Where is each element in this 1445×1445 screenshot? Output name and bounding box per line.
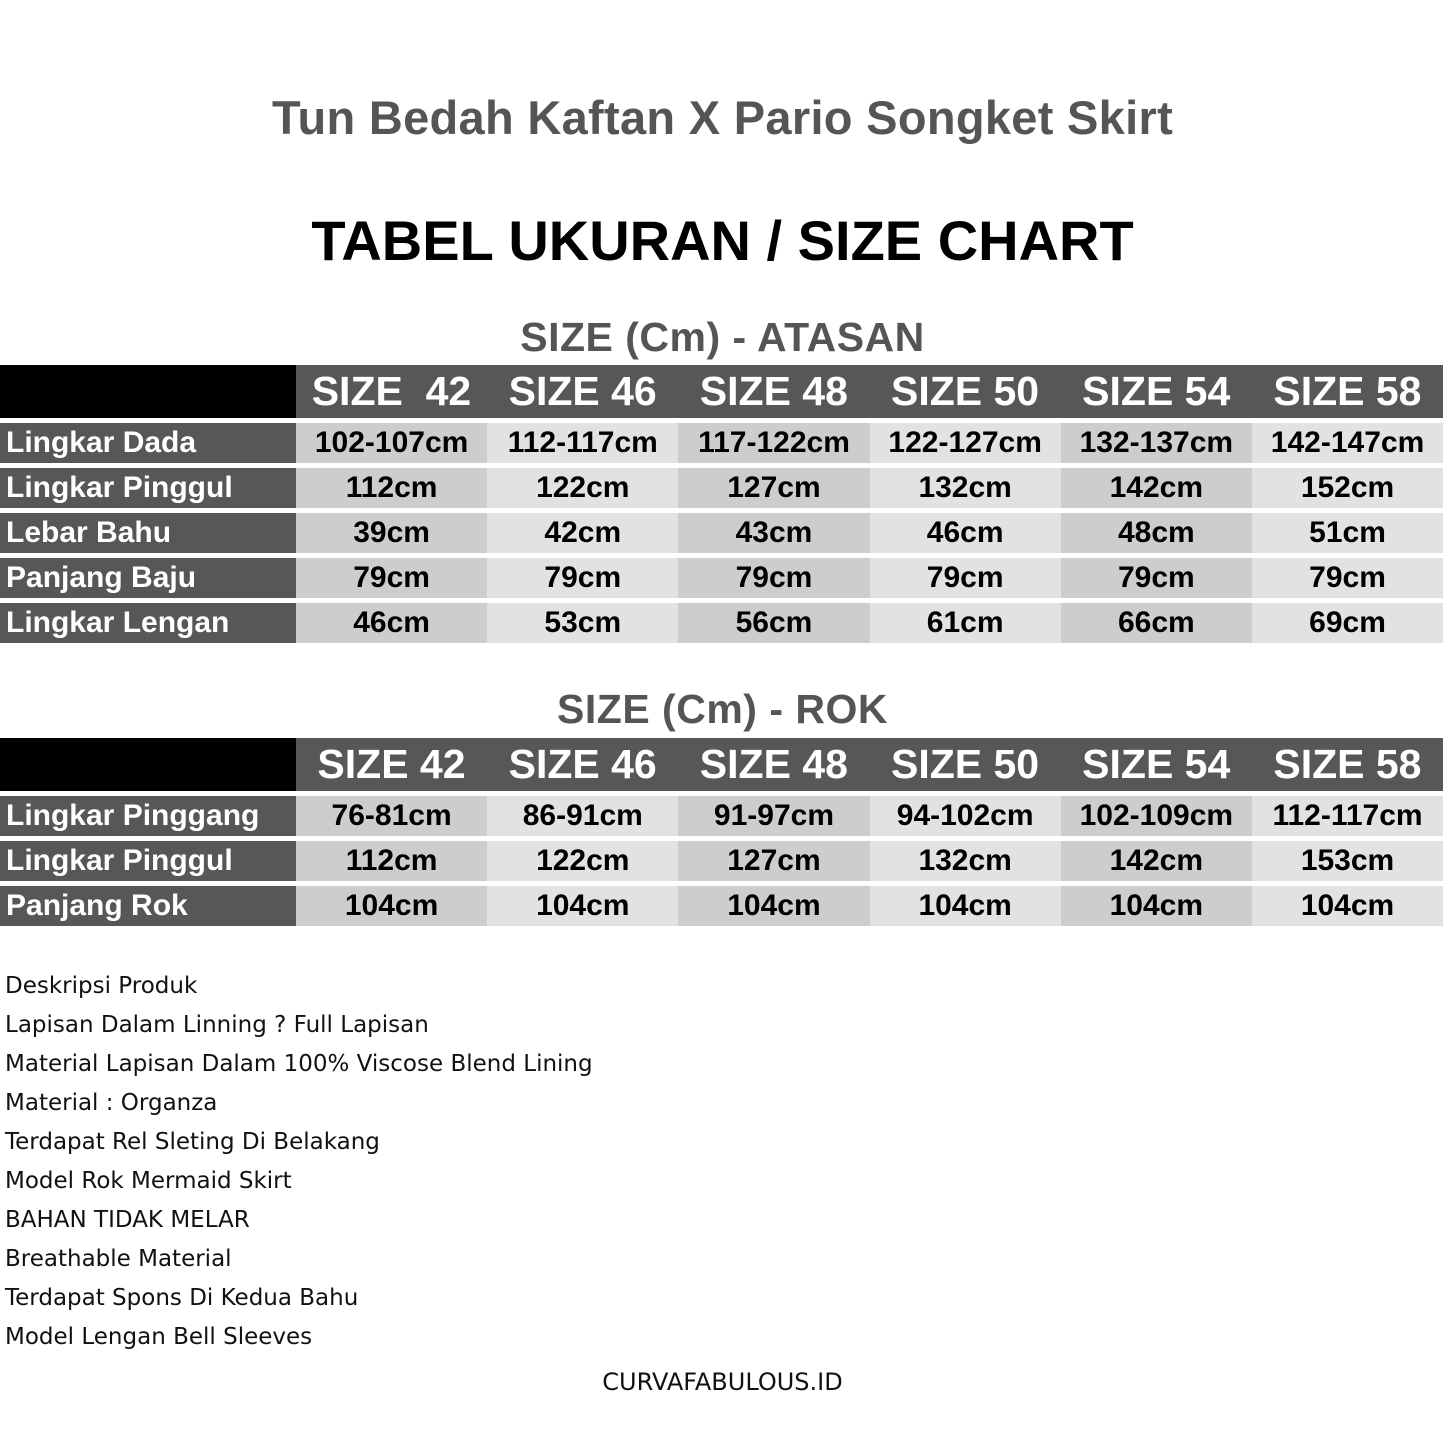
description-line: Breathable Material xyxy=(5,1246,232,1272)
table-cell: 102-109cm xyxy=(1061,796,1252,836)
table-header-row xyxy=(0,738,1445,791)
table-cell: 91-97cm xyxy=(678,796,869,836)
table-row xyxy=(0,603,1445,643)
table-cell: 104cm xyxy=(487,886,678,926)
description-line: Model Rok Mermaid Skirt xyxy=(5,1168,292,1194)
table-cell: 112-117cm xyxy=(1252,796,1443,836)
row-label: Panjang Rok xyxy=(0,886,296,926)
table-cell: 127cm xyxy=(678,468,869,508)
size-header: SIZE 48 xyxy=(699,368,848,414)
table-cell: 94-102cm xyxy=(870,796,1061,836)
table-cell: 153cm xyxy=(1252,841,1443,881)
row-label: Lingkar Lengan xyxy=(0,603,296,643)
table-cell: 46cm xyxy=(870,513,1061,553)
table-cell: 79cm xyxy=(870,558,1061,598)
size-chart-title: TABEL UKURAN / SIZE CHART xyxy=(311,209,1134,272)
size-header: SIZE 50 xyxy=(890,741,1040,787)
description-line: Material Lapisan Dalam 100% Viscose Blend Lining xyxy=(5,1051,593,1077)
description-line: Material : Organza xyxy=(5,1090,218,1116)
size-header: SIZE 48 xyxy=(699,741,848,787)
table-cell: 102-107cm xyxy=(296,423,487,463)
table-cell: 104cm xyxy=(870,886,1061,926)
table-cell: 79cm xyxy=(296,558,487,598)
table-cell: 66cm xyxy=(1061,603,1252,643)
atasan-section-title: SIZE (Cm) - ATASAN xyxy=(520,314,925,360)
table-cell: 79cm xyxy=(1061,558,1252,598)
size-header: SIZE 42 xyxy=(311,368,472,414)
row-label: Panjang Baju xyxy=(0,558,296,598)
table-cell: 86-91cm xyxy=(487,796,678,836)
table-cell: 132cm xyxy=(870,841,1061,881)
table-cell: 132-137cm xyxy=(1061,423,1252,463)
table-cell: 51cm xyxy=(1252,513,1443,553)
table-cell: 43cm xyxy=(678,513,869,553)
size-header: SIZE 42 xyxy=(317,741,466,787)
table-cell: 46cm xyxy=(296,603,487,643)
table-cell: 112cm xyxy=(296,468,487,508)
table-cell: 79cm xyxy=(1252,558,1443,598)
table-cell: 122-127cm xyxy=(870,423,1061,463)
table-cell: 79cm xyxy=(678,558,869,598)
description-line: BAHAN TIDAK MELAR xyxy=(5,1207,250,1233)
rok-section-title: SIZE (Cm) - ROK xyxy=(557,686,888,732)
table-cell: 117-122cm xyxy=(678,423,869,463)
size-header: SIZE 54 xyxy=(1082,368,1231,414)
row-label: Lingkar Pinggul xyxy=(0,841,296,881)
header-corner xyxy=(0,738,296,791)
table-row xyxy=(0,841,1445,881)
table-cell: 112cm xyxy=(296,841,487,881)
table-cell: 142cm xyxy=(1061,468,1252,508)
table-cell: 42cm xyxy=(487,513,678,553)
table-row xyxy=(0,886,1445,926)
table-cell: 142cm xyxy=(1061,841,1252,881)
product-title: Tun Bedah Kaftan X Pario Songket Skirt xyxy=(271,91,1174,144)
table-cell: 76-81cm xyxy=(296,796,487,836)
table-cell: 39cm xyxy=(296,513,487,553)
table-cell: 104cm xyxy=(678,886,869,926)
table-row xyxy=(0,468,1445,508)
size-header: SIZE 54 xyxy=(1082,741,1231,787)
table-header-row xyxy=(0,365,1445,418)
table-row xyxy=(0,513,1445,553)
table-row xyxy=(0,423,1445,463)
atasan-size-table xyxy=(0,365,1445,643)
product-description xyxy=(5,968,593,1358)
row-label: Lingkar Dada xyxy=(0,423,296,463)
row-label: Lebar Bahu xyxy=(0,513,296,553)
table-cell: 122cm xyxy=(487,841,678,881)
table-cell: 53cm xyxy=(487,603,678,643)
table-cell: 122cm xyxy=(487,468,678,508)
description-heading: Deskripsi Produk xyxy=(5,973,198,999)
description-line: Terdapat Rel Sleting Di Belakang xyxy=(5,1129,380,1155)
table-row xyxy=(0,796,1445,836)
table-cell: 69cm xyxy=(1252,603,1443,643)
table-cell: 152cm xyxy=(1252,468,1443,508)
table-cell: 104cm xyxy=(296,886,487,926)
description-line: Lapisan Dalam Linning ? Full Lapisan xyxy=(5,1012,429,1038)
description-line: Model Lengan Bell Sleeves xyxy=(5,1324,313,1350)
table-row xyxy=(0,558,1445,598)
row-label: Lingkar Pinggang xyxy=(0,796,296,836)
size-header: SIZE 58 xyxy=(1273,741,1422,787)
size-header: SIZE 46 xyxy=(508,368,657,414)
table-cell: 56cm xyxy=(678,603,869,643)
table-cell: 61cm xyxy=(870,603,1061,643)
header-corner xyxy=(0,365,296,418)
description-line: Terdapat Spons Di Kedua Bahu xyxy=(5,1285,359,1311)
brand-footer: CURVAFABULOUS.ID xyxy=(602,1368,843,1396)
table-cell: 104cm xyxy=(1252,886,1443,926)
table-cell: 127cm xyxy=(678,841,869,881)
size-header: SIZE 46 xyxy=(508,741,657,787)
table-cell: 104cm xyxy=(1061,886,1252,926)
table-cell: 112-117cm xyxy=(487,423,678,463)
table-cell: 132cm xyxy=(870,468,1061,508)
row-label: Lingkar Pinggul xyxy=(0,468,296,508)
rok-size-table xyxy=(0,738,1445,926)
table-cell: 142-147cm xyxy=(1252,423,1443,463)
table-cell: 79cm xyxy=(487,558,678,598)
size-header: SIZE 58 xyxy=(1273,368,1422,414)
size-header: SIZE 50 xyxy=(890,368,1040,414)
table-cell: 48cm xyxy=(1061,513,1252,553)
